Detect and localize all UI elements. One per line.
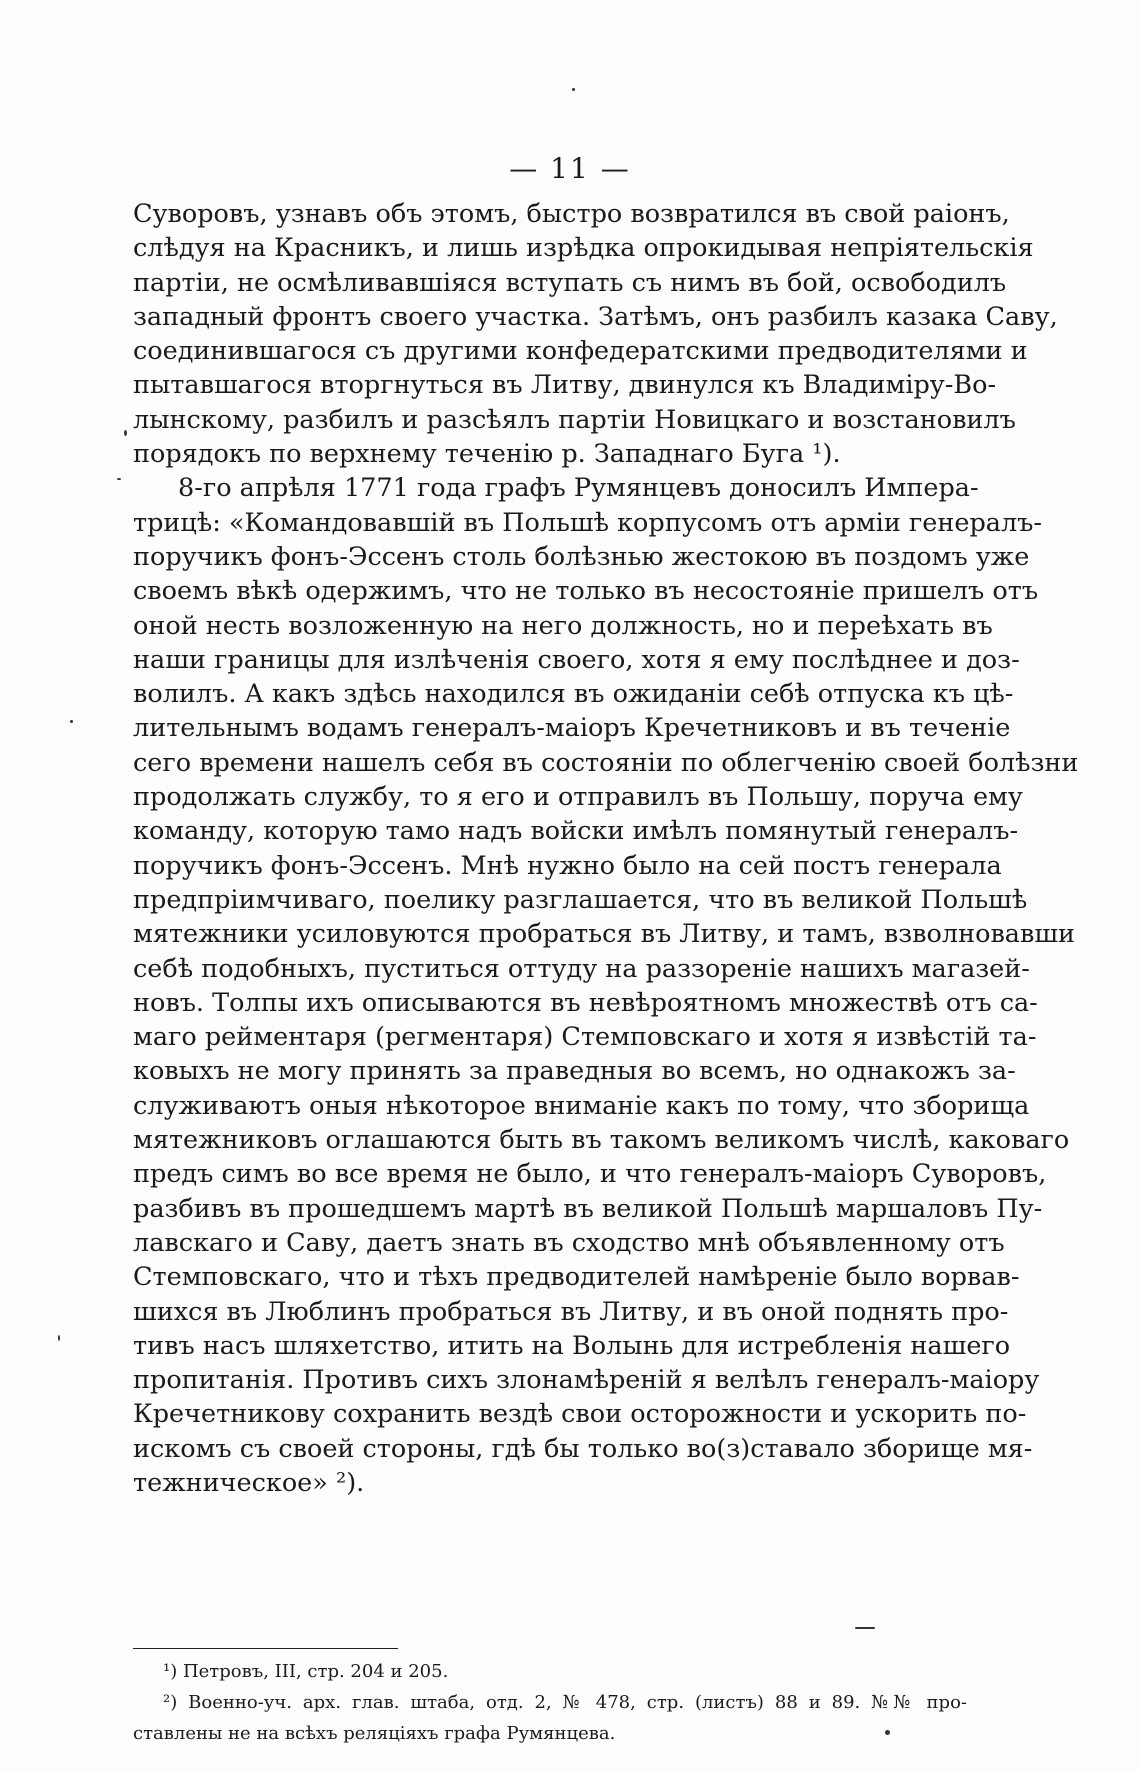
print-speck bbox=[70, 720, 73, 723]
footnotes bbox=[133, 1656, 967, 1749]
print-speck bbox=[117, 478, 121, 480]
text-line: новъ. Толпы ихъ описываются въ невѣроятномъ множествѣ отъ са- bbox=[133, 987, 1038, 1018]
print-speck bbox=[885, 1730, 890, 1735]
text-line: тивъ насъ шляхетство, итить на Волынь для истребленія нашего bbox=[133, 1330, 1011, 1361]
text-line: ковыхъ не могу принять за праведныя во всемъ, но однакожъ за- bbox=[133, 1056, 1016, 1087]
footnote-2: ²) Военно-уч. арх. глав. штаба, отд. 2, № 478, стр. (листъ) 88 и 89. №№ про- bbox=[163, 1692, 967, 1713]
text-line: маго рейментаря (регментаря) Стемповскаго и хотя я извѣстій та- bbox=[133, 1022, 1037, 1053]
text-line: лынскому, разбилъ и разсѣялъ партіи Новицкаго и возстановилъ bbox=[133, 404, 1016, 435]
text-line: пропитанія. Противъ сихъ злонамѣреній я велѣлъ генералъ-маіору bbox=[133, 1365, 1040, 1396]
text-line: поручикъ фонъ-Эссенъ столь болѣзнью жестокою въ поздомъ уже bbox=[133, 541, 1030, 572]
print-speck bbox=[58, 1335, 60, 1341]
text-line: своемъ вѣкѣ одержимъ, что не только въ несостояніе пришелъ отъ bbox=[133, 576, 1039, 607]
text-line: наши границы для излѣченія своего, хотя я ему послѣднее и доз- bbox=[133, 644, 1020, 675]
page-number: — 11 — bbox=[509, 152, 631, 185]
print-speck bbox=[855, 1627, 875, 1629]
text-line: предъ симъ во все время не было, и что генералъ-маіоръ Суворовъ, bbox=[133, 1159, 1047, 1190]
text-line: волилъ. А какъ здѣсь находился въ ожиданіи себѣ отпуска къ цѣ- bbox=[133, 679, 1014, 710]
text-line: 8-го апрѣля 1771 года графъ Румянцевъ доносилъ Импера- bbox=[178, 473, 979, 504]
text-line: поручикъ фонъ-Эссенъ. Мнѣ нужно было на сей постъ генерала bbox=[133, 850, 1002, 881]
footnote-2-continued: ставлены не на всѣхъ реляціяхъ графа Румянцева. bbox=[133, 1723, 616, 1744]
text-line: Суворовъ, узнавъ объ этомъ, быстро возвратился въ свой раіонъ, bbox=[133, 199, 1010, 229]
text-line: пытавшагося вторгнуться въ Литву, двинулся къ Владиміру-Во- bbox=[133, 370, 997, 401]
text-line: слѣдуя на Красникъ, и лишь изрѣдка опрокидывая непріятельскія bbox=[133, 233, 1034, 264]
body-text bbox=[133, 197, 1079, 1500]
text-line: порядокъ по верхнему теченію р. Западнаго Буга ¹). bbox=[133, 439, 841, 470]
text-line: лительнымъ водамъ генералъ-маіоръ Кречетниковъ и въ теченіе bbox=[133, 713, 1011, 744]
text-line: разбивъ въ прошедшемъ мартѣ въ великой Польшѣ маршаловъ Пу- bbox=[133, 1193, 1043, 1224]
footnote-divider bbox=[133, 1648, 398, 1649]
text-line: мятежники усиловуются пробраться въ Литву, и тамъ, взволновавши bbox=[133, 919, 1076, 950]
text-line: искомъ съ своей стороны, гдѣ бы только во(з)ставало зборище мя- bbox=[133, 1433, 1033, 1464]
text-line: предпріимчиваго, поелику разглашается, что въ великой Польшѣ bbox=[133, 884, 1028, 915]
text-line: сего времени нашелъ себя въ состояніи по облегченію своей болѣзни bbox=[133, 747, 1079, 778]
text-line: партіи, не осмѣливавшіяся вступать съ нимъ въ бой, освободилъ bbox=[133, 267, 1007, 298]
text-line: продолжать службу, то я его и отправилъ въ Польшу, поруча ему bbox=[133, 782, 1023, 813]
text-line: трицѣ: «Командовавшій въ Польшѣ корпусомъ отъ арміи генералъ- bbox=[133, 507, 1043, 538]
text-line: западный фронтъ своего участка. Затѣмъ, онъ разбилъ казака Саву, bbox=[133, 301, 1058, 332]
text-line: команду, которую тамо надъ войски имѣлъ помянутый генералъ- bbox=[133, 816, 1019, 847]
text-line: себѣ подобныхъ, пуститься оттуду на раззореніе нашихъ магазей- bbox=[133, 953, 1030, 984]
text-line: тежническое» ²). bbox=[133, 1467, 365, 1498]
text-line: шихся въ Люблинъ пробраться въ Литву, и въ оной поднять про- bbox=[133, 1296, 1009, 1327]
footnote-1: ¹) Петровъ, III, стр. 204 и 205. bbox=[163, 1661, 449, 1682]
text-line: мятежниковъ оглашаются быть въ такомъ великомъ числѣ, каковаго bbox=[133, 1125, 1070, 1156]
text-line: лавскаго и Саву, даетъ знать въ сходство мнѣ объявленному отъ bbox=[133, 1227, 1005, 1258]
text-line: Стемповскаго, что и тѣхъ предводителей намѣреніе было ворвав- bbox=[133, 1262, 1020, 1293]
text-line: соединившагося съ другими конфедератскими предводителями и bbox=[133, 336, 1028, 367]
text-line: служиваютъ оныя нѣкоторое вниманіе какъ по тому, что зборища bbox=[133, 1090, 1030, 1121]
text-line: оной несть возложенную на него должность, но и переѣхать въ bbox=[133, 610, 993, 641]
text-line: Кречетникову сохранить вездѣ свои осторожности и ускорить по- bbox=[133, 1399, 1027, 1430]
print-speck bbox=[124, 430, 127, 436]
print-speck bbox=[572, 88, 575, 91]
